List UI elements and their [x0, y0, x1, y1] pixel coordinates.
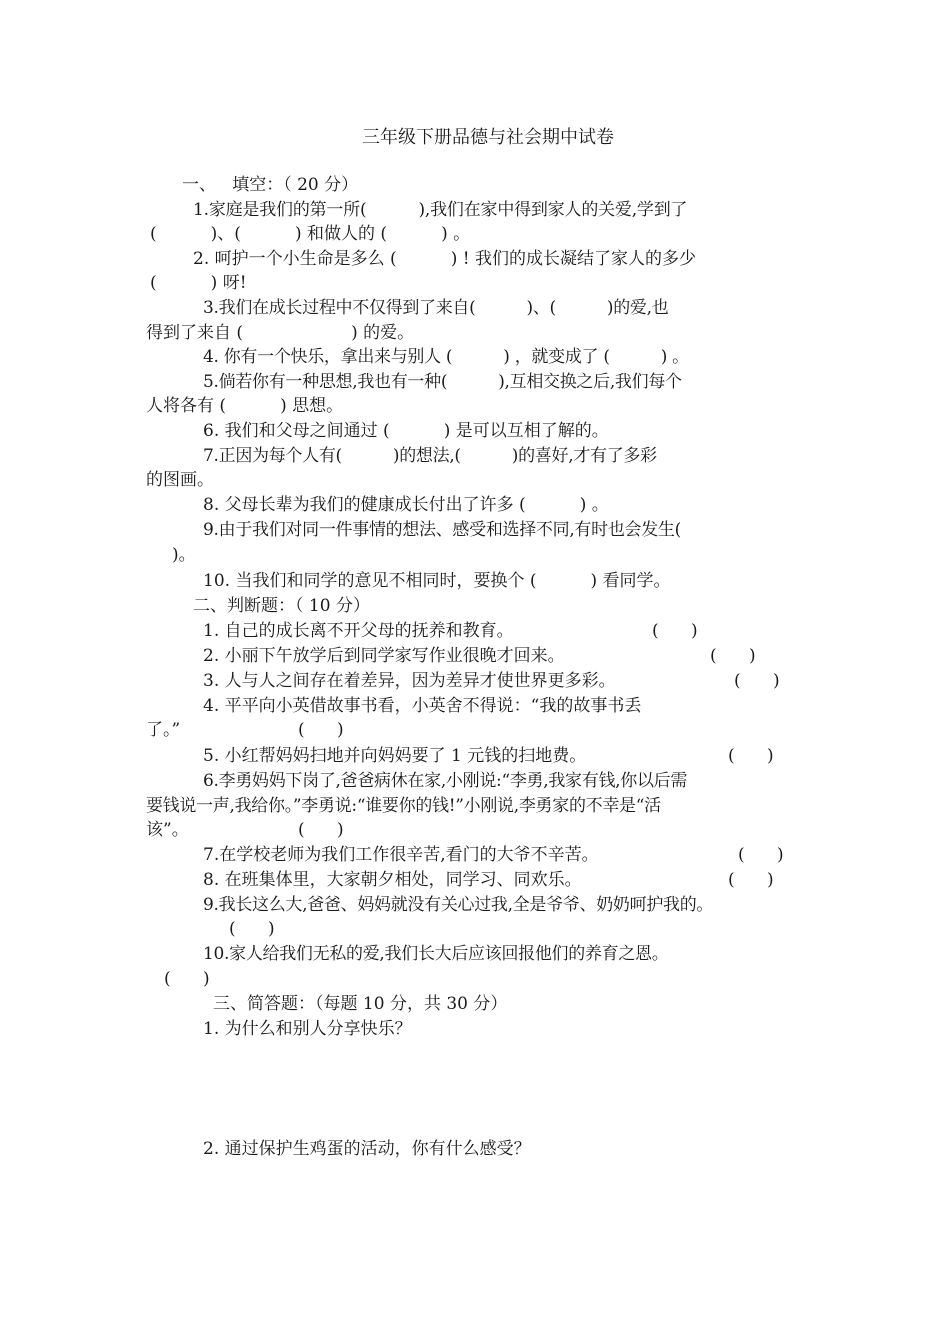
judge-question: 了。” — [146, 720, 181, 740]
fill-blank-line: ( )、( ) 和做人的 ( ) 。 — [150, 224, 471, 244]
section2-heading: 二、判断题：（ 10 分） — [193, 596, 370, 616]
fill-blank-line: 10. 当我们和同学的意见不相同时，要换个 ( ) 看同学。 — [203, 571, 671, 591]
judge-question: 3. 人与人之间存在着差异，因为差异才使世界更多彩。 — [203, 671, 616, 691]
judge-question: 要钱说一声,我给你。”李勇说:“谁要你的钱!”小刚说,李勇家的不幸是“活 — [146, 796, 661, 816]
fill-blank-line: 3.我们在成长过程中不仅得到了来自( )、( )的爱,也 — [203, 298, 669, 318]
fill-blank-line: 8. 父母长辈为我们的健康成长付出了许多 ( ) 。 — [203, 495, 609, 515]
short-answer-question: 2. 通过保护生鸡蛋的活动，你有什么感受？ — [203, 1139, 531, 1159]
fill-blank-line: 的图画。 — [146, 470, 214, 490]
short-answer-question: 1. 为什么和别人分享快乐？ — [203, 1019, 412, 1039]
fill-blank-line: 2. 呵护一个小生命是多么 ( ) ! 我们的成长凝结了家人的多少 — [193, 249, 696, 269]
judge-answer-parens: ( ) — [652, 621, 698, 641]
section1-heading: 一、 填空：（ 20 分） — [182, 175, 359, 195]
fill-blank-line: 4. 你有一个快乐，拿出来与别人 ( ) ，就变成了 ( ) 。 — [203, 347, 689, 367]
fill-blank-line: ( ) 呀! — [150, 273, 247, 293]
judge-question: 2. 小丽下午放学后到同学家写作业很晚才回来。 — [203, 646, 565, 666]
fill-blank-line: 1.家庭是我们的第一所( ),我们在家中得到家人的关爱,学到了 — [193, 200, 688, 220]
fill-blank-line: )。 — [172, 545, 196, 565]
fill-blank-line: 得到了来自 ( ) 的爱。 — [146, 323, 415, 343]
fill-blank-line: 7.正因为每个人有( )的想法,( )的喜好,才有了多彩 — [203, 446, 657, 466]
judge-question: 9.我长这么大,爸爸、妈妈就没有关心过我,全是爷爷、奶奶呵护我的。 — [203, 895, 714, 915]
judge-question: 6.李勇妈妈下岗了,爸爸病休在家,小刚说:“李勇,我家有钱,你以后需 — [203, 771, 688, 791]
judge-question: 7.在学校老师为我们工作很辛苦,看门的大爷不辛苦。 — [203, 845, 599, 865]
fill-blank-line: 6. 我们和父母之间通过 ( ) 是可以互相了解的。 — [203, 421, 609, 441]
judge-answer-parens: ( ) — [164, 969, 210, 989]
judge-question: 8. 在班集体里，大家朝夕相处，同学习、同欢乐。 — [203, 870, 582, 890]
judge-question: 1. 自己的成长离不开父母的抚养和教育。 — [203, 621, 514, 641]
judge-answer-parens: ( ) — [229, 919, 275, 939]
judge-answer-parens: ( ) — [298, 820, 344, 840]
section3-heading: 三、简答题：（每题 10 分，共 30 分） — [213, 994, 508, 1014]
judge-answer-parens: ( ) — [738, 845, 784, 865]
judge-question: 5. 小红帮妈妈扫地并向妈妈要了 1 元钱的扫地费。 — [203, 746, 587, 766]
page-title: 三年级下册品德与社会期中试卷 — [362, 127, 614, 148]
judge-answer-parens: ( ) — [728, 746, 774, 766]
judge-question: 4. 平平向小英借故事书看，小英舍不得说：“我的故事书丢 — [203, 696, 642, 716]
fill-blank-line: 9.由于我们对同一件事情的想法、感受和选择不同,有时也会发生( — [203, 520, 681, 540]
judge-answer-parens: ( ) — [728, 870, 774, 890]
judge-answer-parens: ( ) — [734, 671, 780, 691]
fill-blank-line: 5.倘若你有一种思想,我也有一种( ),互相交换之后,我们每个 — [203, 372, 682, 392]
judge-question: 10.家人给我们无私的爱,我们长大后应该回报他们的养育之恩。 — [203, 944, 669, 964]
judge-question: 该”。 — [146, 820, 189, 840]
judge-answer-parens: ( ) — [710, 646, 756, 666]
judge-answer-parens: ( ) — [298, 720, 344, 740]
fill-blank-line: 人将各有 ( ) 思想。 — [146, 396, 344, 416]
